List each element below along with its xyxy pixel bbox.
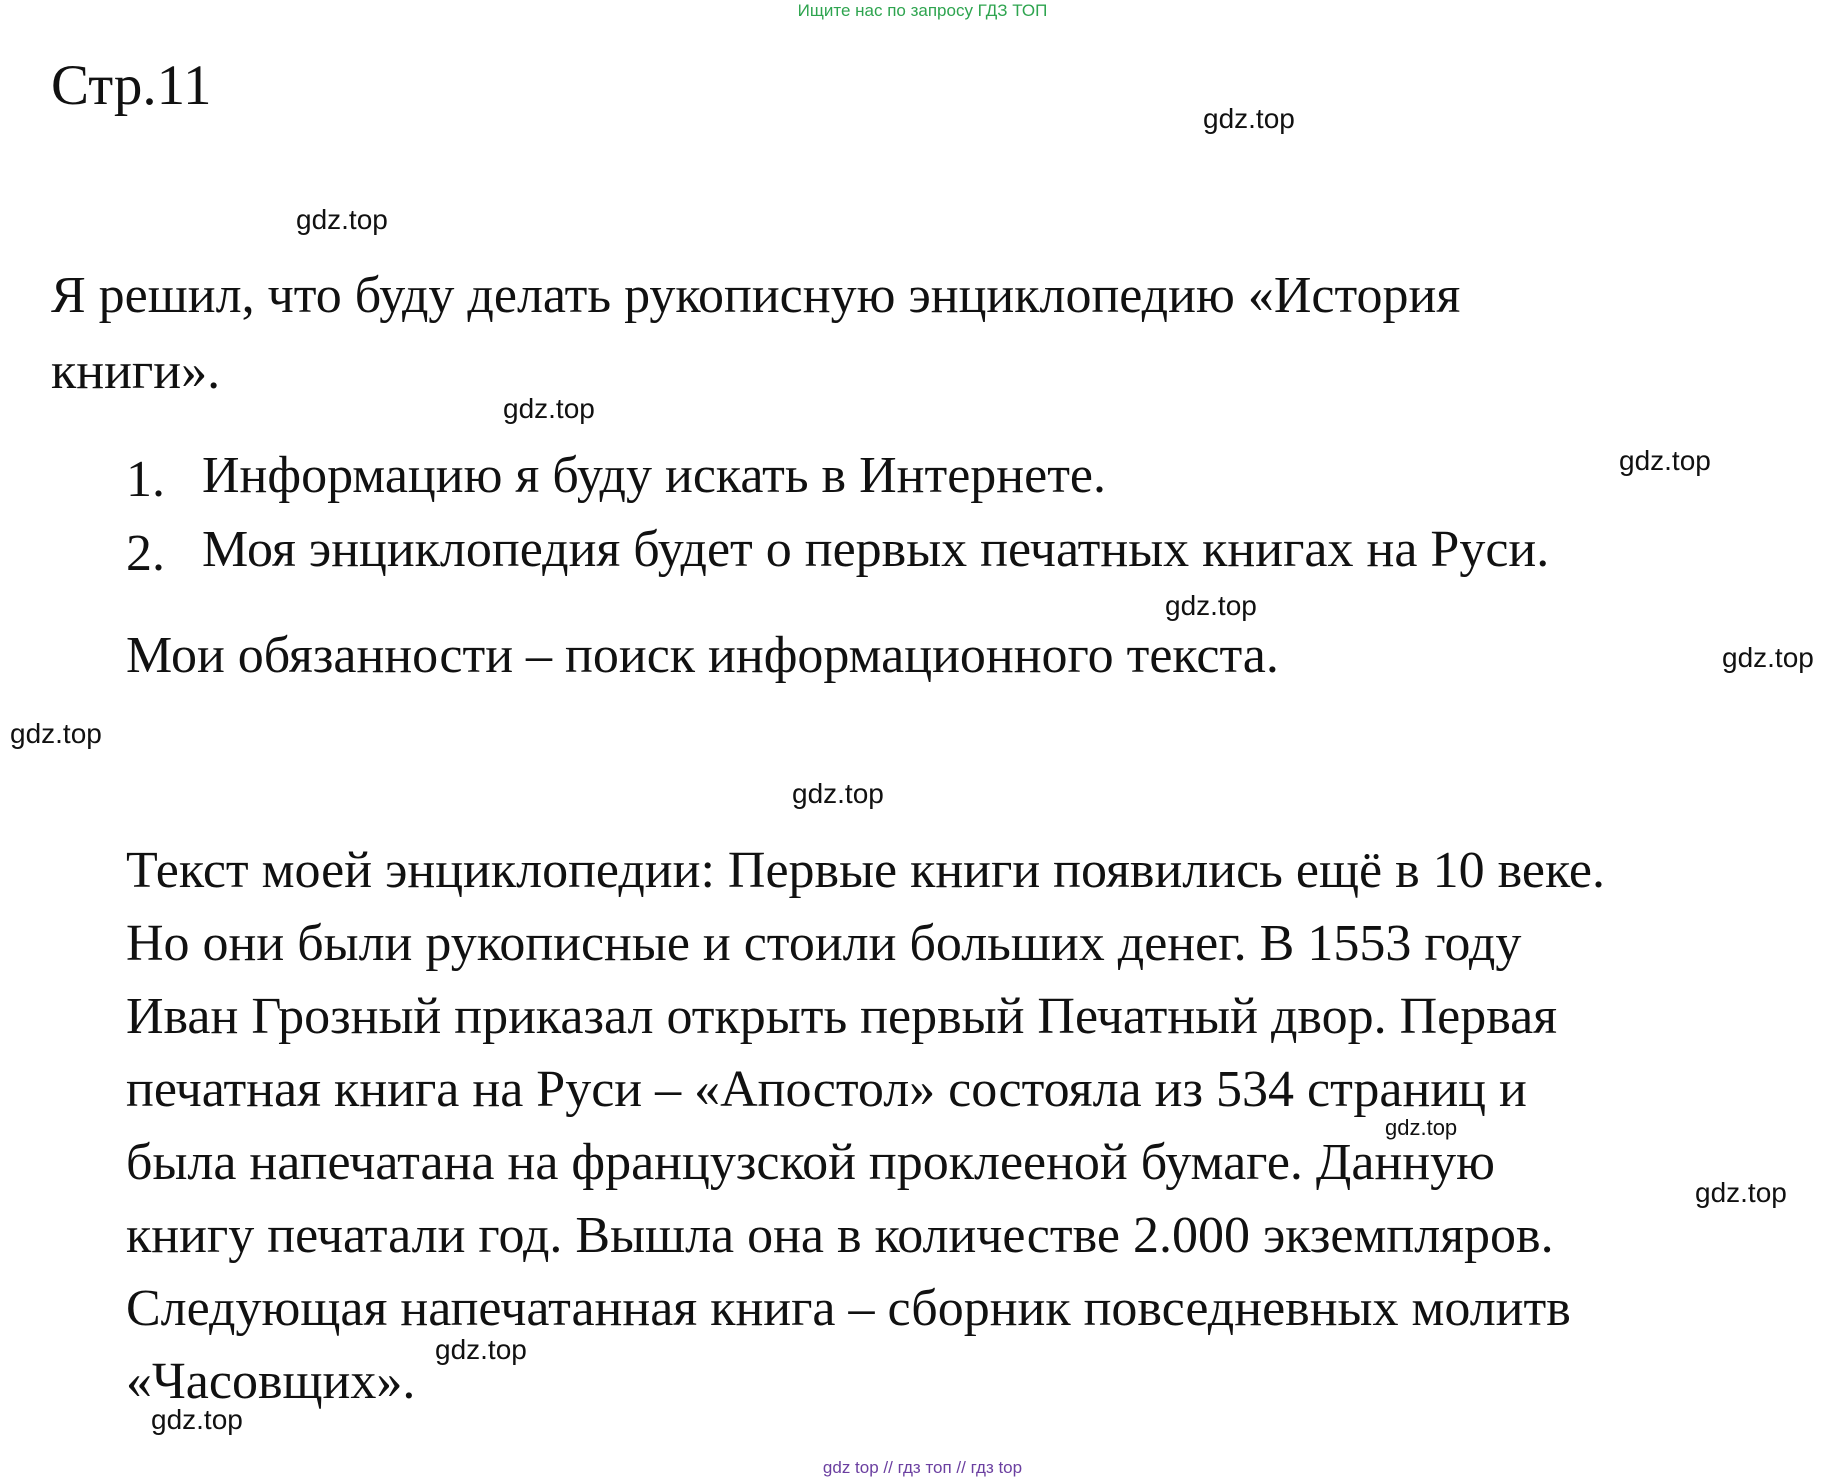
- list-number: 1.: [126, 451, 165, 508]
- list-text: Информацию я буду искать в Интернете.: [202, 447, 1107, 504]
- watermark: gdz.top: [1203, 103, 1295, 134]
- list-number: 2.: [126, 525, 165, 582]
- watermark: gdz.top: [792, 778, 884, 809]
- top-banner: Ищите нас по запросу ГДЗ ТОП: [797, 1, 1048, 20]
- watermark: gdz.top: [1695, 1177, 1787, 1208]
- encyclopedia-line: печатная книга на Руси – «Апостол» состояла из 534 страниц и: [126, 1061, 1527, 1118]
- encyclopedia-line: Но они были рукописные и стоили больших денег. В 1553 году: [126, 915, 1522, 972]
- duties-text: Мои обязанности – поиск информационного текста.: [126, 627, 1279, 684]
- page-title: Стр.11: [51, 54, 212, 117]
- watermark: gdz.top: [296, 204, 388, 235]
- encyclopedia-line: книгу печатали год. Вышла она в количестве 2.000 экземпляров.: [126, 1207, 1554, 1264]
- watermark: gdz.top: [1722, 642, 1814, 673]
- watermark: gdz.top: [1165, 590, 1257, 621]
- watermark: gdz.top: [1385, 1115, 1458, 1140]
- encyclopedia-line: была напечатана на французской проклееной бумаге. Данную: [126, 1134, 1495, 1191]
- footer-watermark: gdz top // гдз топ // гдз top: [822, 1458, 1023, 1477]
- watermark: gdz.top: [1619, 445, 1711, 476]
- encyclopedia-line: Иван Грозный приказал открыть первый Печатный двор. Первая: [126, 988, 1558, 1045]
- intro-line: книги».: [51, 343, 221, 400]
- watermark: gdz.top: [503, 393, 595, 424]
- watermark: gdz.top: [151, 1404, 243, 1435]
- encyclopedia-line: «Часовщих».: [126, 1353, 416, 1410]
- encyclopedia-line: Следующая напечатанная книга – сборник повседневных молитв: [126, 1280, 1571, 1337]
- watermark: gdz.top: [10, 718, 102, 749]
- list-text: Моя энциклопедия будет о первых печатных книгах на Руси.: [202, 521, 1550, 578]
- intro-line: Я решил, что буду делать рукописную энциклопедию «История: [51, 267, 1461, 324]
- watermark: gdz.top: [435, 1334, 527, 1365]
- encyclopedia-line: Текст моей энциклопедии: Первые книги появились ещё в 10 веке.: [126, 842, 1606, 899]
